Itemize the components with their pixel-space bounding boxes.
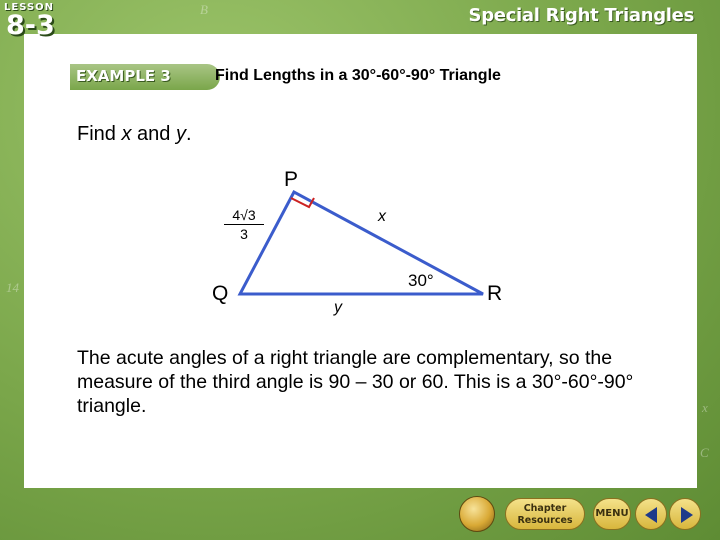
chapter-resources-line2: Resources bbox=[517, 515, 573, 526]
side-pq-denominator: 3 bbox=[240, 226, 248, 242]
right-arrow-icon bbox=[676, 505, 696, 525]
vertex-label-q: Q bbox=[212, 282, 229, 305]
background-sketch-letter: B bbox=[200, 2, 208, 17]
prompt-middle: and bbox=[131, 123, 176, 145]
next-button[interactable] bbox=[669, 498, 701, 530]
page-title: Special Right Triangles bbox=[468, 5, 694, 26]
globe-icon[interactable] bbox=[459, 496, 495, 532]
navigation-bar bbox=[455, 494, 700, 534]
explanation-text: The acute angles of a right triangle are complementary, so the measure of the third angle is 90 – 30 or 60. This is a 30°-60°-90° triangle. bbox=[77, 347, 634, 417]
background-sketch-letter: x bbox=[702, 400, 708, 415]
side-label-qr: y bbox=[334, 299, 342, 316]
lesson-number: 8-3 bbox=[6, 10, 55, 41]
side-label-pq bbox=[224, 207, 264, 242]
angle-label-r: 30° bbox=[408, 271, 434, 290]
chapter-resources-button[interactable] bbox=[505, 498, 585, 530]
vertex-label-r: R bbox=[487, 282, 503, 305]
lesson-word: LESSON bbox=[4, 2, 55, 13]
menu-button[interactable]: MENU bbox=[593, 498, 631, 530]
lesson-badge bbox=[4, 2, 76, 42]
prompt-var-y: y bbox=[175, 123, 186, 145]
vertex-label-p: P bbox=[284, 168, 299, 191]
side-pq-numerator: 4√3 bbox=[224, 207, 264, 225]
chapter-resources-line1: Chapter bbox=[523, 503, 567, 514]
background-sketch-letter: 14 bbox=[6, 280, 19, 295]
prompt-var-x: x bbox=[121, 123, 132, 145]
previous-button[interactable] bbox=[635, 498, 667, 530]
problem-prompt bbox=[77, 123, 192, 146]
prompt-suffix: . bbox=[185, 123, 192, 145]
example-label: EXAMPLE 3 bbox=[76, 67, 171, 85]
left-arrow-icon bbox=[642, 505, 662, 525]
side-label-pr: x bbox=[378, 208, 386, 225]
triangle-pqr bbox=[240, 192, 483, 294]
example-title: Find Lengths in a 30°-60°-90° Triangle bbox=[215, 67, 501, 84]
background-sketch-letter: C bbox=[700, 445, 709, 460]
prompt-prefix: Find bbox=[77, 123, 122, 145]
